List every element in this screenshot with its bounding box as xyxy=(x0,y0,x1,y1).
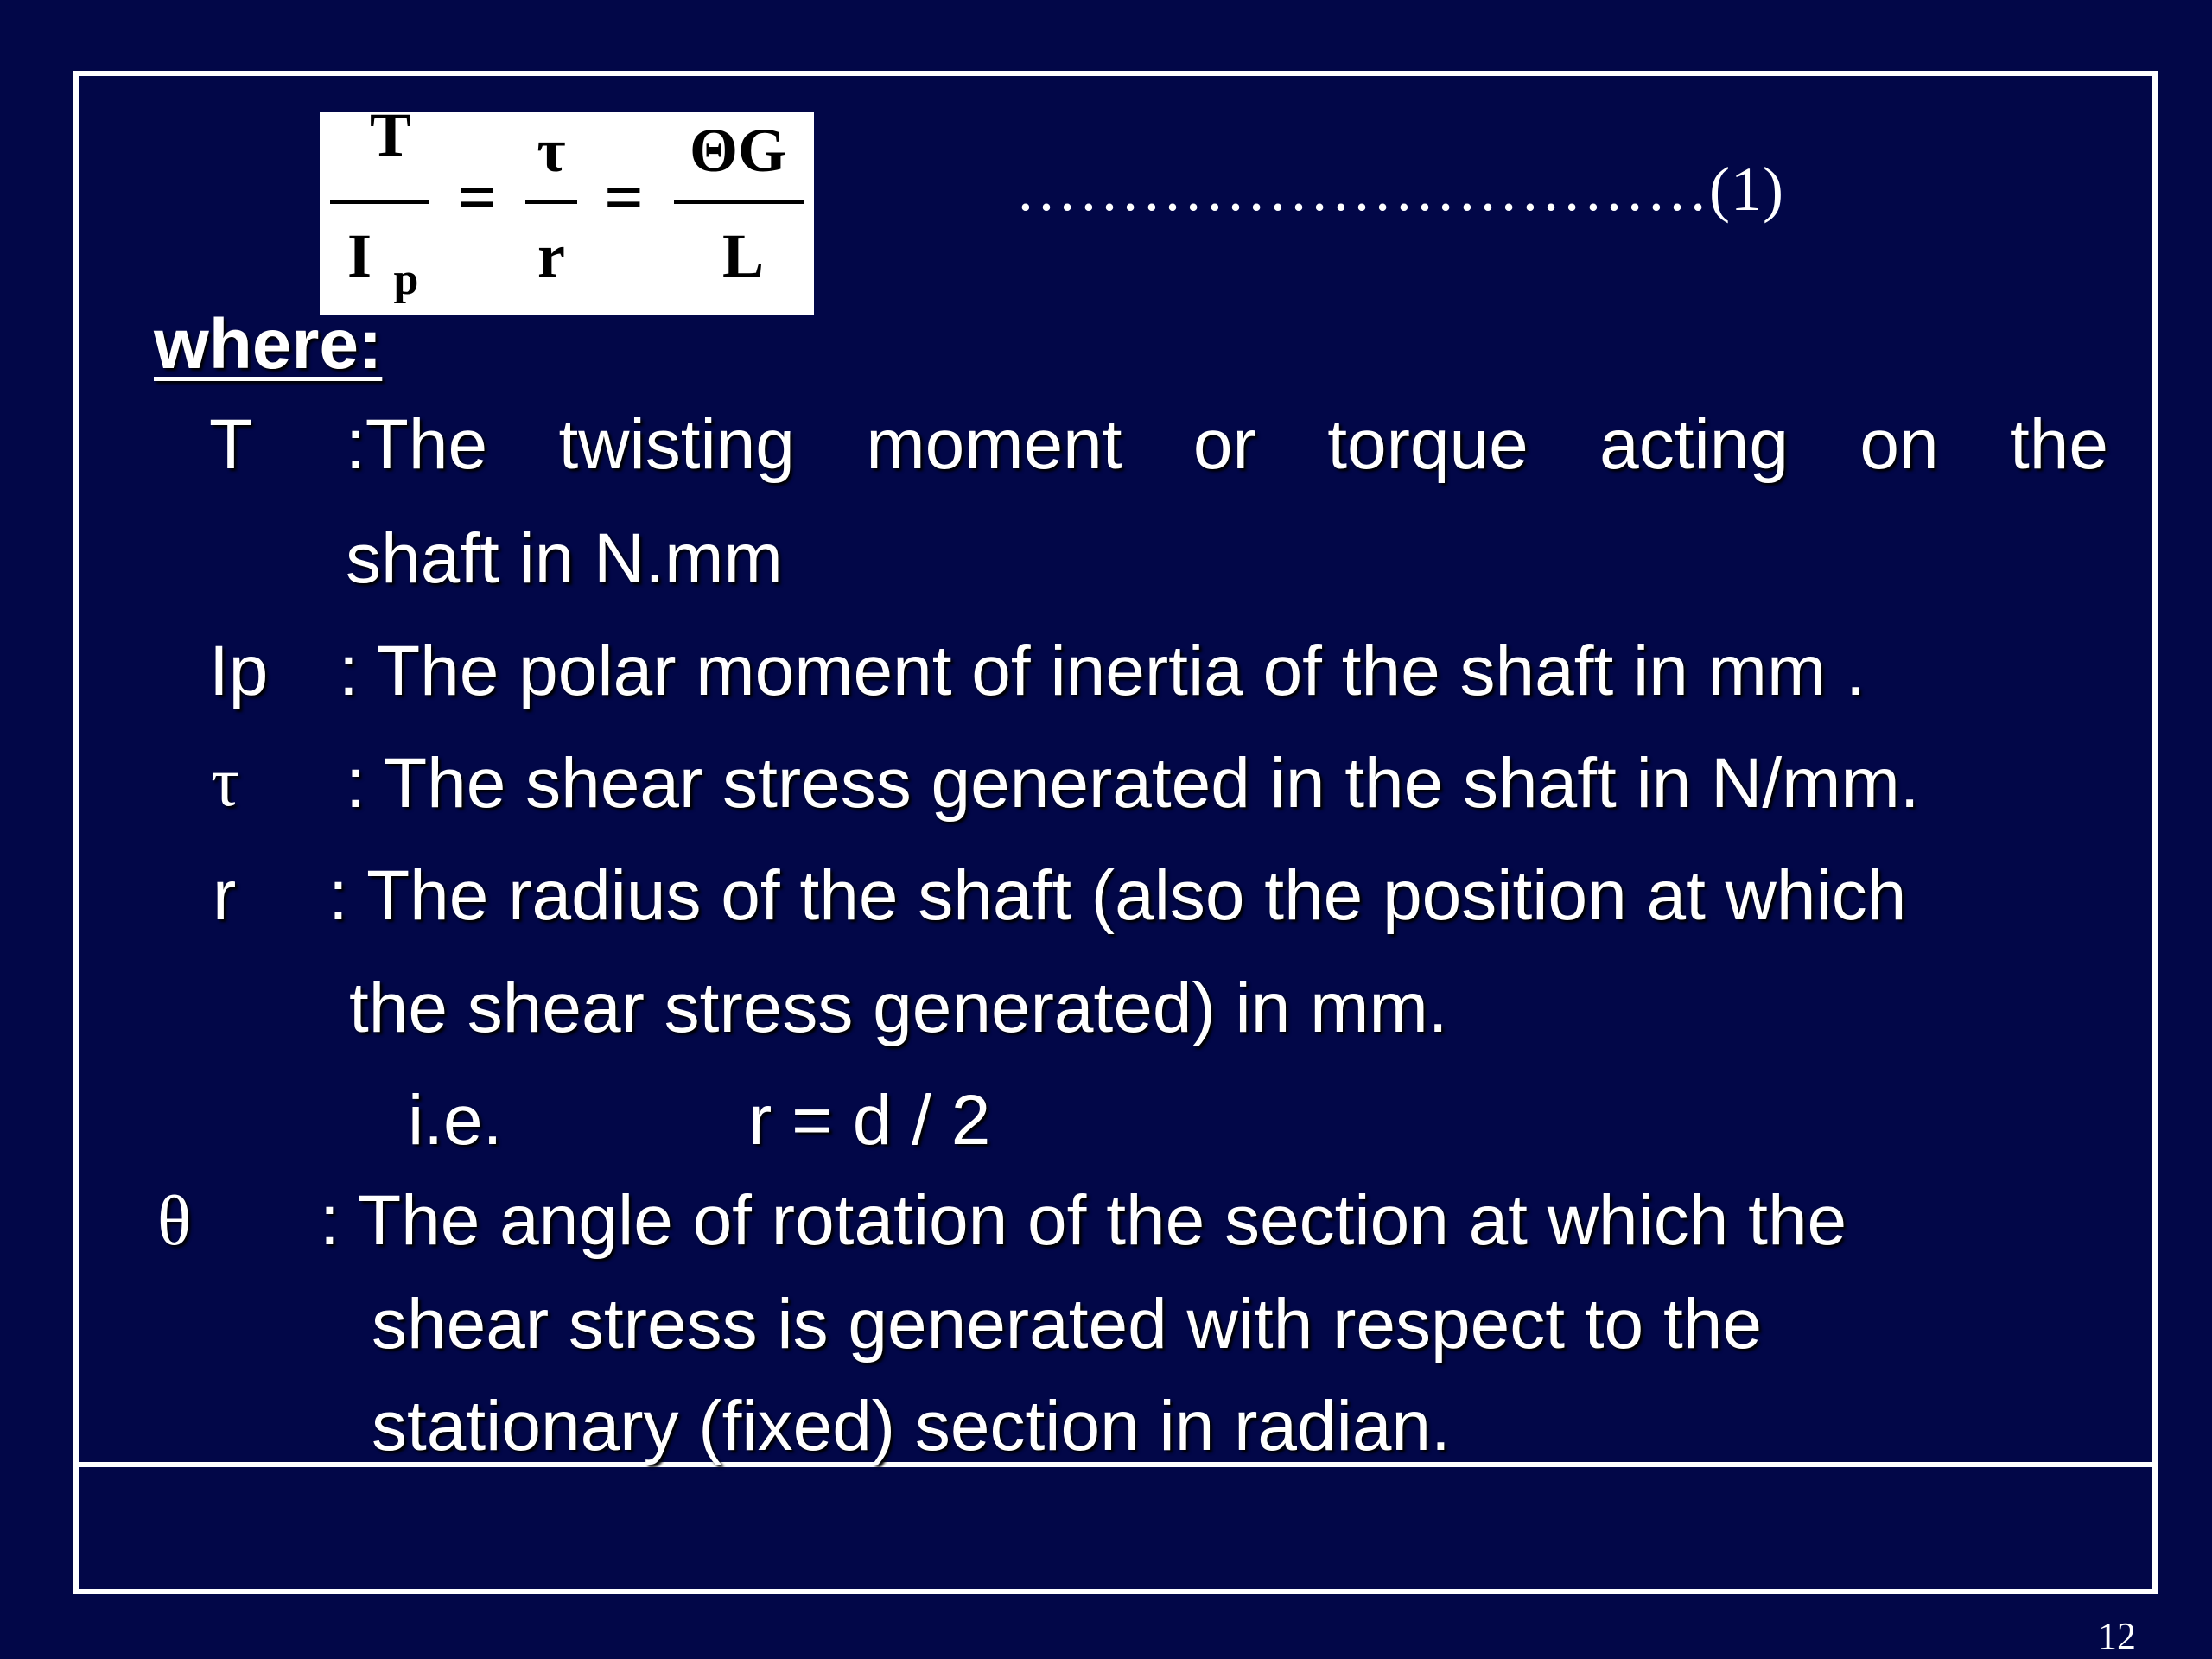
definition-T-word: :The xyxy=(346,405,488,484)
definition-theta-line-2: shear stress is generated with respect to the xyxy=(372,1285,1762,1363)
definition-T-line-2: shaft in N.mm xyxy=(346,519,783,598)
definition-T-word: moment xyxy=(866,405,1122,484)
definition-T-line-1 xyxy=(346,404,2108,486)
where-label: where: xyxy=(154,305,383,384)
formula-lhs-denominator: I xyxy=(346,221,372,290)
symbol-tau: τ xyxy=(211,742,239,821)
definition-T-word: on xyxy=(1859,405,1939,484)
definition-r-ie-label: i.e. xyxy=(408,1081,503,1160)
definition-r-ie-formula: r = d / 2 xyxy=(748,1081,991,1160)
formula-rhs-denominator: L xyxy=(721,221,765,290)
torsion-formula xyxy=(320,112,814,315)
formula-box xyxy=(320,112,814,315)
definition-tau-line-1: : The shear stress generated in the shaft in N/mm. xyxy=(346,744,1920,823)
symbol-T: T xyxy=(209,405,253,484)
formula-mid-denominator: r xyxy=(537,221,565,290)
definition-T-word: acting xyxy=(1599,405,1789,484)
symbol-theta: θ xyxy=(157,1181,192,1260)
formula-lhs-numerator: T xyxy=(369,112,412,169)
definition-T-word: twisting xyxy=(558,405,795,484)
definition-T-word: torque xyxy=(1327,405,1529,484)
symbol-Ip: Ip xyxy=(209,632,269,710)
page-number: 12 xyxy=(2098,1615,2136,1657)
formula-rhs-numerator: ΘG xyxy=(689,116,787,185)
definition-Ip-line-1: : The polar moment of inertia of the shaft in mm . xyxy=(339,632,1866,710)
definition-theta-line-3: stationary (fixed) section in radian. xyxy=(372,1387,1451,1465)
definition-theta-line-1: : The angle of rotation of the section at which the xyxy=(320,1181,1847,1260)
definition-T-word: or xyxy=(1192,405,1256,484)
symbol-r: r xyxy=(213,856,237,935)
formula-equals-1: = xyxy=(457,160,497,236)
formula-mid-numerator: τ xyxy=(537,116,566,185)
equation-number: ……………………………(1) xyxy=(1015,155,1784,224)
definition-T-word: the xyxy=(2009,405,2108,484)
formula-lhs-subscript: p xyxy=(393,255,419,304)
definition-r-line-1: : The radius of the shaft (also the position at which xyxy=(328,856,1907,935)
formula-equals-2: = xyxy=(604,160,644,236)
definition-r-line-2: the shear stress generated) in mm. xyxy=(349,969,1448,1047)
